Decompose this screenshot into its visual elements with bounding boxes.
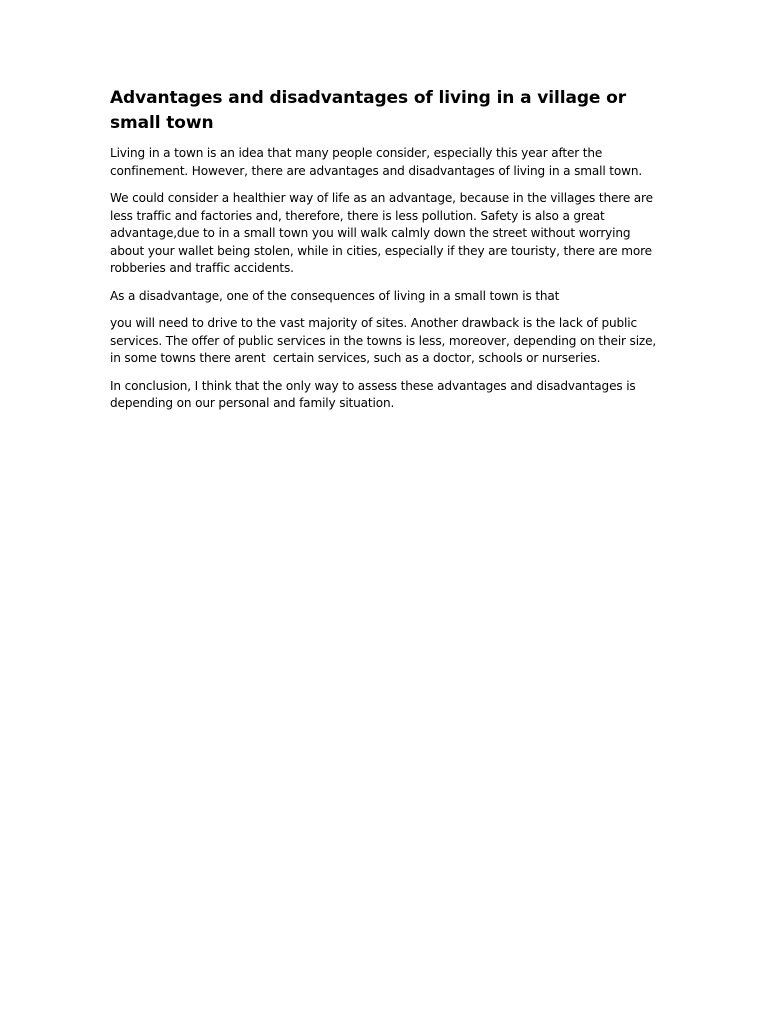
document-body	[110, 86, 660, 423]
paragraph-intro: Living in a town is an idea that many people consider, especially this year after the confinement. However, there are advantages and disadvantages of living in a small town.	[110, 146, 643, 178]
paragraph-disadvantage-start: As a disadvantage, one of the consequences of living in a small town is that	[110, 288, 560, 303]
paragraph-advantages: We could consider a healthier way of life as an advantage, because in the villages there are less traffic and factories and, therefore, there is less pollution. Safety is also a great advantage,due to in a small town you will walk calmly down the street without worrying about your wallet being stolen, while in cities, especially if they are touristy, there are more robberies and traffic accidents.	[110, 191, 657, 275]
paragraph-conclusion: In conclusion, I think that the only way to assess these advantages and disadvantages is depending on our personal and family situation.	[110, 378, 640, 410]
paragraph-disadvantages: you will need to drive to the vast majority of sites. Another drawback is the lack of public services. The offer of public services in the towns is less, moreover, depending on their size, in some towns there arent certain services, such as a doctor, schools or nurseries.	[110, 316, 660, 365]
document-title: Advantages and disadvantages of living in a village or small town	[110, 88, 627, 133]
